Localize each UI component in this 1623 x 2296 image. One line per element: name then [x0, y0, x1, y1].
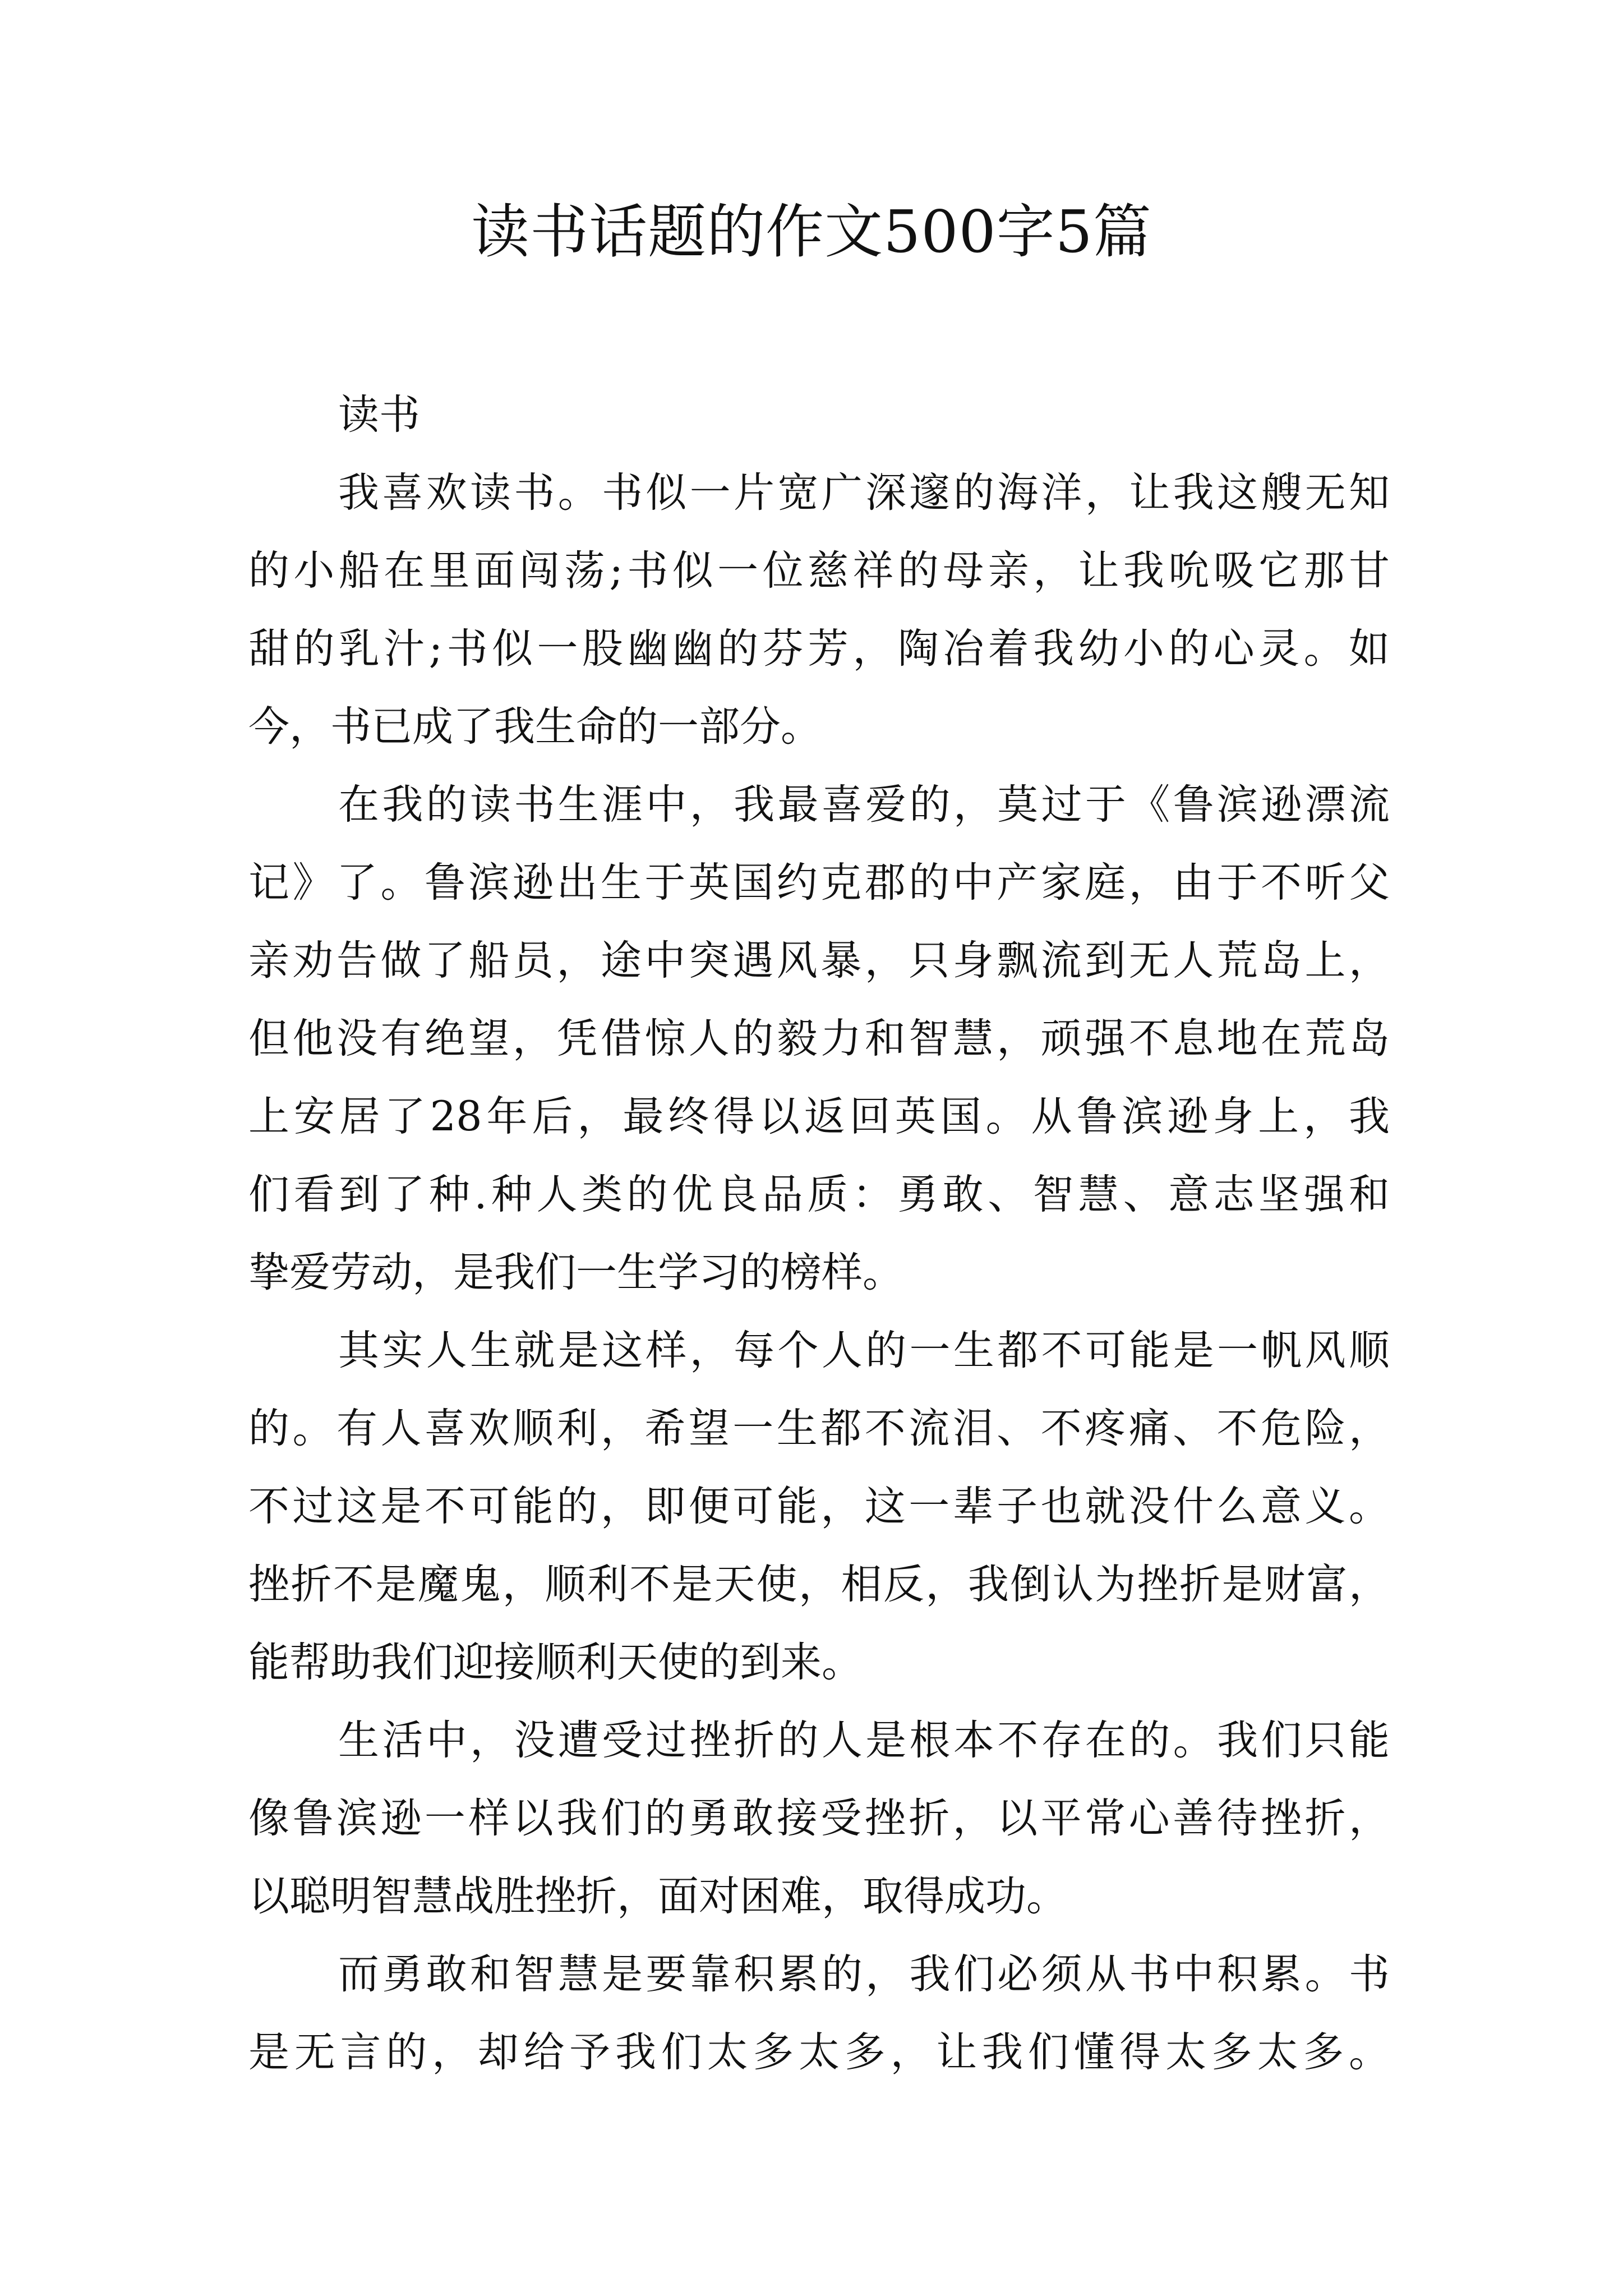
- subtitle-line: 读书: [338, 391, 420, 439]
- paragraph-2-line-6: 们看到了种.种人类的优良品质：勇敢、智慧、意志坚强和: [248, 1171, 1390, 1218]
- paragraph-2-line-7: 挚爱劳动，是我们一生学习的榜样。: [248, 1249, 903, 1296]
- paragraph-4-line-1: 生活中，没遭受过挫折的人是根本不存在的。我们只能: [338, 1717, 1390, 1764]
- paragraph-2-line-1: 在我的读书生涯中，我最喜爱的，莫过于《鲁滨逊漂流: [338, 781, 1390, 829]
- paragraph-2-line-4: 但他没有绝望，凭借惊人的毅力和智慧，顽强不息地在荒岛: [248, 1015, 1390, 1062]
- paragraph-3-line-3: 不过这是不可能的，即便可能，这一辈子也就没什么意义。: [248, 1483, 1390, 1530]
- paragraph-5-line-1: 而勇敢和智慧是要靠积累的，我们必须从书中积累。书: [338, 1950, 1390, 1998]
- paragraph-1-line-2: 的小船在里面闯荡;书似一位慈祥的母亲，让我吮吸它那甘: [248, 547, 1390, 595]
- paragraph-2-line-5: 上安居了28年后，最终得以返回英国。从鲁滨逊身上，我: [248, 1093, 1390, 1140]
- paragraph-3-line-4: 挫折不是魔鬼，顺利不是天使，相反，我倒认为挫折是财富，: [248, 1561, 1390, 1608]
- paragraph-4-line-3: 以聪明智慧战胜挫折，面对困难，取得成功。: [248, 1872, 1067, 1920]
- paragraph-3-line-5: 能帮助我们迎接顺利天使的到来。: [248, 1639, 863, 1686]
- document-title: 读书话题的作文500字5篇: [471, 197, 1152, 266]
- paragraph-3-line-1: 其实人生就是这样，每个人的一生都不可能是一帆风顺: [338, 1327, 1390, 1374]
- paragraph-4-line-2: 像鲁滨逊一样以我们的勇敢接受挫折，以平常心善待挫折，: [248, 1795, 1390, 1842]
- paragraph-1-line-3: 甜的乳汁;书似一股幽幽的芬芳，陶冶着我幼小的心灵。如: [248, 625, 1390, 673]
- paragraph-2-line-3: 亲劝告做了船员，途中突遇风暴，只身飘流到无人荒岛上，: [248, 937, 1390, 984]
- paragraph-2-line-2: 记》了。鲁滨逊出生于英国约克郡的中产家庭，由于不听父: [248, 859, 1390, 907]
- paragraph-1-line-1: 我喜欢读书。书似一片宽广深邃的海洋，让我这艘无知: [338, 469, 1390, 517]
- paragraph-5-line-2: 是无言的，却给予我们太多太多，让我们懂得太多太多。: [248, 2028, 1390, 2076]
- paragraph-3-line-2: 的。有人喜欢顺利，希望一生都不流泪、不疼痛、不危险，: [248, 1405, 1390, 1452]
- paragraph-1-line-4: 今，书已成了我生命的一部分。: [248, 703, 822, 751]
